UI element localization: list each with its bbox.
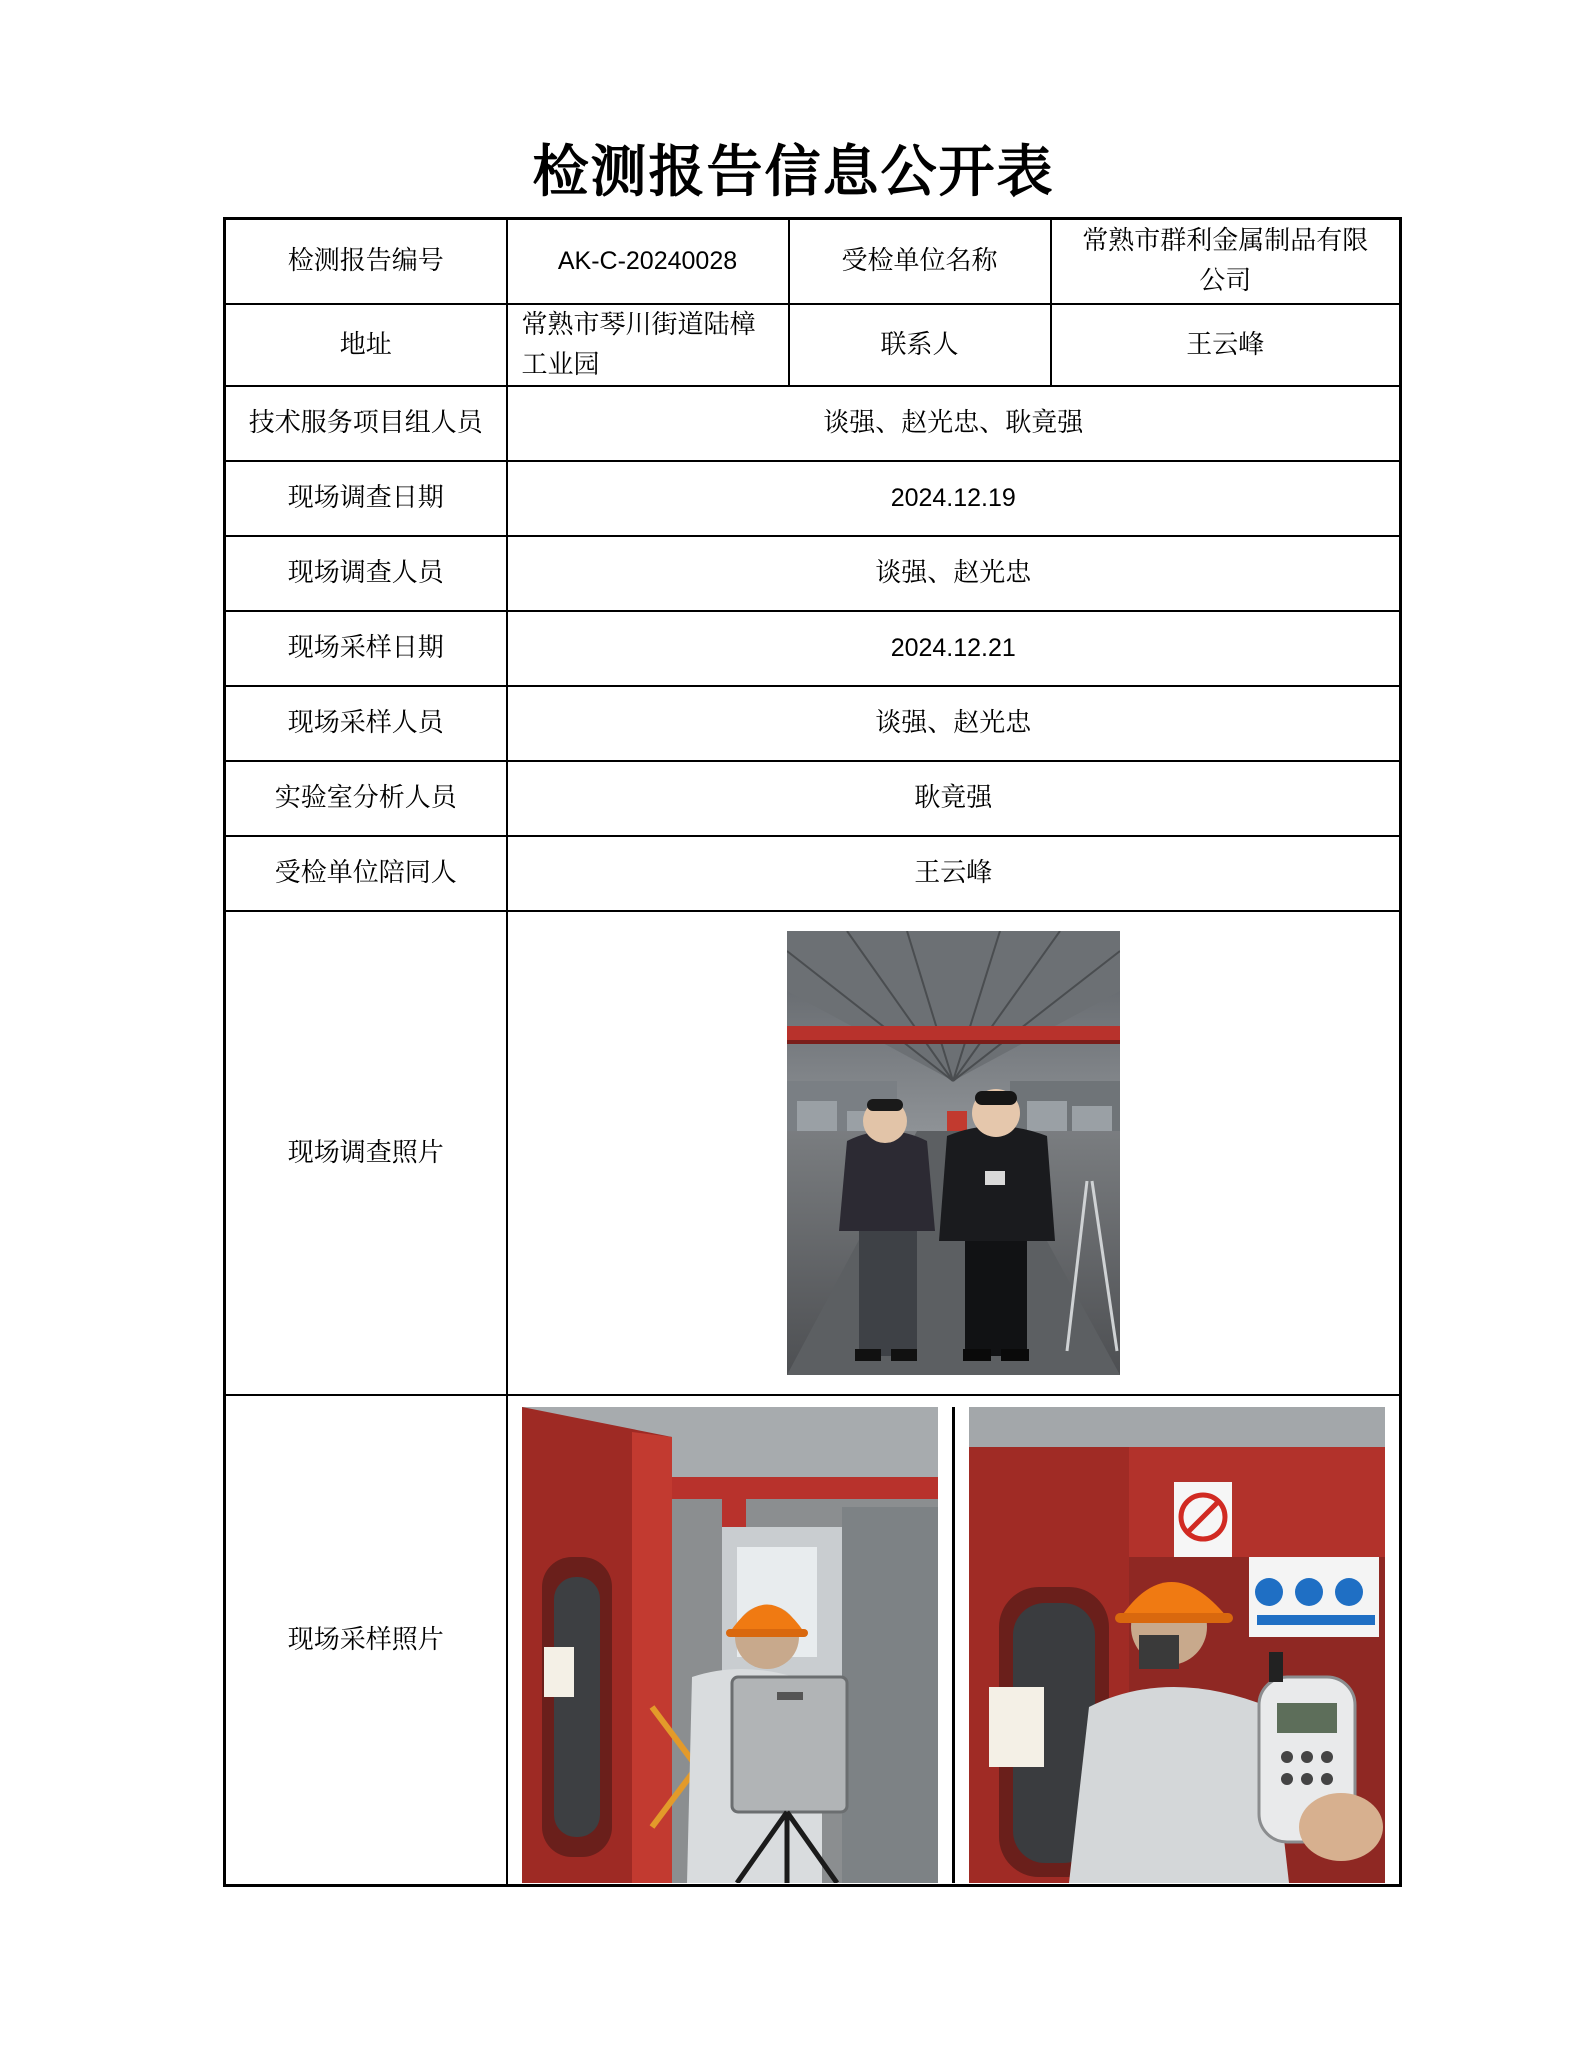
table-row <box>225 386 1401 461</box>
survey-photo-cell <box>507 911 1401 1395</box>
escort-value: 王云峰 <box>507 836 1401 911</box>
report-no-value: AK-C-20240028 <box>507 219 789 304</box>
address-label: 地址 <box>225 304 507 386</box>
team-value: 谈强、赵光忠、耿竟强 <box>507 386 1401 461</box>
escort-label: 受检单位陪同人 <box>225 836 507 911</box>
sampling-photo-2 <box>969 1407 1385 1883</box>
table-row <box>225 836 1401 911</box>
report-no-label: 检测报告编号 <box>225 219 507 304</box>
sampling-photo-1 <box>522 1407 938 1883</box>
survey-photo <box>787 931 1120 1375</box>
sampling-photo-label: 现场采样照片 <box>225 1395 507 1886</box>
sampling-date-label: 现场采样日期 <box>225 611 507 686</box>
survey-staff-label: 现场调查人员 <box>225 536 507 611</box>
report-table <box>223 217 1402 1887</box>
table-row <box>225 686 1401 761</box>
table-row <box>225 461 1401 536</box>
team-label: 技术服务项目组人员 <box>225 386 507 461</box>
table-row <box>225 304 1401 386</box>
survey-staff-value: 谈强、赵光忠 <box>507 536 1401 611</box>
address-value: 常熟市琴川街道陆樟工业园 <box>507 304 789 386</box>
unit-name-label: 受检单位名称 <box>789 219 1051 304</box>
sampling-date-value: 2024.12.21 <box>507 611 1401 686</box>
sampling-staff-label: 现场采样人员 <box>225 686 507 761</box>
page-title: 检测报告信息公开表 <box>532 140 1055 205</box>
contact-label: 联系人 <box>789 304 1051 386</box>
lab-staff-label: 实验室分析人员 <box>225 761 507 836</box>
table-row <box>225 611 1401 686</box>
table-row <box>225 761 1401 836</box>
photo-divider <box>952 1407 955 1883</box>
survey-photo-label: 现场调查照片 <box>225 911 507 1395</box>
table-row <box>225 1395 1401 1886</box>
unit-name-value: 常熟市群利金属制品有限公司 <box>1051 219 1401 304</box>
lab-staff-value: 耿竟强 <box>507 761 1401 836</box>
sampling-staff-value: 谈强、赵光忠 <box>507 686 1401 761</box>
survey-date-value: 2024.12.19 <box>507 461 1401 536</box>
sampling-photo-cell <box>507 1395 1401 1886</box>
table-row <box>225 536 1401 611</box>
survey-date-label: 现场调查日期 <box>225 461 507 536</box>
table-row <box>225 911 1401 1395</box>
table-row <box>225 219 1401 304</box>
contact-value: 王云峰 <box>1051 304 1401 386</box>
